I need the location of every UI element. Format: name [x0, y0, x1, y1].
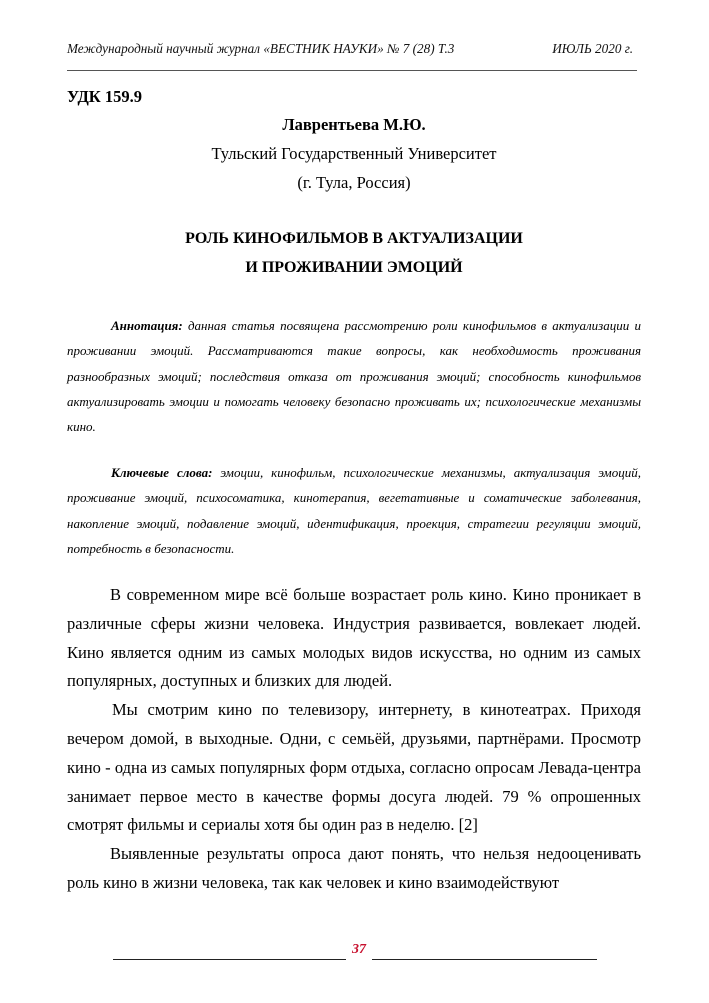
article-body: [67, 581, 641, 898]
journal-name: Международный научный журнал «ВЕСТНИК НАУКИ» № 7 (28) Т.3: [67, 41, 455, 56]
footer-rule-right: [372, 959, 597, 960]
footer-rule-left: [113, 959, 346, 960]
abstract-text: данная статья посвящена рассмотрению роли кинофильмов в актуализации и проживании эмоций. Рассматриваются такие вопросы, как необходимость проживания разнообразных эмоций; последствия отказа от проживания эмоций; способность кинофильмов актуализировать эмоции и помогать человеку безопасно проживать их; психологические механизмы кино.: [67, 318, 641, 435]
keywords-text: эмоции, кинофильм, психологические механизмы, актуализация эмоций, проживание эмоций, психосоматика, кинотерапия, вегетативные и соматические заболевания, накопление эмоций, подавление эмоций, идентификация, проекция, стратегии регуляции эмоций, потребность в безопасности.: [67, 465, 641, 556]
issue-date: ИЮЛЬ 2020 г.: [552, 41, 633, 56]
city: (г. Тула, Россия): [297, 173, 411, 192]
abstract-label: Аннотация:: [111, 318, 183, 333]
body-paragraph: В современном мире всё больше возрастает роль кино. Кино проникает в различные сферы жизни человека. Индустрия развивается, вовлекает людей. Кино является одним из самых молодых видов искусства, но одним из самых популярных, доступных и близких для людей.: [67, 585, 641, 691]
article-title-line-1: РОЛЬ КИНОФИЛЬМОВ В АКТУАЛИЗАЦИИ: [185, 230, 523, 247]
page-footer: [113, 940, 597, 962]
body-paragraph: Выявленные результаты опроса дают понять, что нельзя недооценивать роль кино в жизни человека, так как человек и кино взаимодействуют: [67, 844, 641, 892]
abstract: [67, 313, 641, 439]
article-title-line-2: И ПРОЖИВАНИИ ЭМОЦИЙ: [245, 259, 463, 276]
body-paragraph: Мы смотрим кино по телевизору, интернету, в кинотеатрах. Приходя вечером домой, в выходные. Одни, с семьёй, друзьями, партнёрами. Просмотр кино - одна из самых популярных форм отдыха, согласно опросам Левада-центра занимает первое место в качестве формы досуга людей. 79 % опрошенных смотрят фильмы и сериалы хотя бы один раз в неделю. [2]: [67, 700, 641, 835]
keywords: [67, 460, 641, 561]
author-name: Лаврентьева М.Ю.: [282, 115, 426, 134]
keywords-label: Ключевые слова:: [111, 465, 213, 480]
header-rule: [67, 70, 637, 71]
page-number: 37: [352, 942, 366, 957]
affiliation: Тульский Государственный Университет: [211, 144, 497, 163]
running-header: [67, 41, 637, 71]
udk-code: УДК 159.9: [67, 87, 143, 106]
